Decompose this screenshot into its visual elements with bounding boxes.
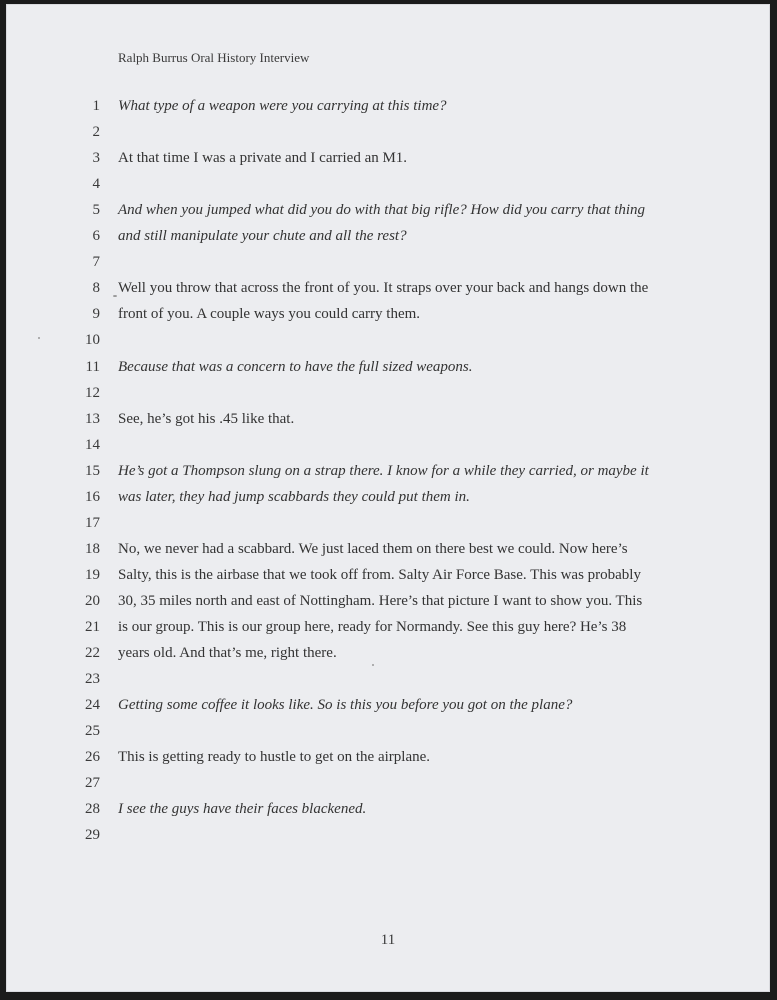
transcript-line xyxy=(6,825,770,851)
transcript-line xyxy=(6,747,770,773)
interviewer-question: Getting some coffee it looks like. So is this you before you got on the plane? xyxy=(118,697,573,714)
transcript-line xyxy=(6,539,770,565)
transcript-line xyxy=(6,96,770,122)
line-number: 25 xyxy=(85,723,100,740)
line-number: 15 xyxy=(85,462,100,479)
interviewer-question: was later, they had jump scabbards they could put them in. xyxy=(118,488,470,505)
line-number: 13 xyxy=(85,410,100,427)
transcript-line xyxy=(6,383,770,409)
interviewee-answer: This is getting ready to hustle to get on the airplane. xyxy=(118,749,431,766)
line-number: 10 xyxy=(85,332,100,349)
line-number: 22 xyxy=(85,645,100,662)
transcript-line xyxy=(6,461,770,487)
scan-speck xyxy=(372,664,374,666)
interviewee-answer: No, we never had a scabbard. We just laced them on there best we could. Now here’s xyxy=(118,540,628,557)
document-header: Ralph Burrus Oral History Interview xyxy=(118,50,310,65)
interviewee-answer: Well you throw that across the front of you. It straps over your back and hangs down the xyxy=(118,280,649,297)
transcript-line xyxy=(6,304,770,330)
line-number: 6 xyxy=(92,228,100,245)
transcript-line xyxy=(6,357,770,383)
transcript-line xyxy=(6,591,770,617)
line-number: 20 xyxy=(85,592,100,609)
line-number: 5 xyxy=(92,202,100,219)
line-number: 27 xyxy=(85,775,100,792)
line-number: 3 xyxy=(92,150,100,167)
interviewer-question: He’s got a Thompson slung on a strap there. I know for a while they carried, or maybe it xyxy=(118,462,649,479)
transcript-line xyxy=(6,695,770,721)
transcript-line xyxy=(6,330,770,356)
line-number: 7 xyxy=(92,254,100,271)
line-number: 12 xyxy=(85,384,100,401)
interviewee-answer: is our group. This is our group here, ready for Normandy. See this guy here? He’s 38 xyxy=(118,619,627,635)
line-number: 21 xyxy=(85,619,100,635)
line-number: 8 xyxy=(92,280,100,297)
interviewer-question: I see the guys have their faces blackened. xyxy=(118,801,367,818)
transcript-line xyxy=(6,252,770,278)
interviewee-answer: 30, 35 miles north and east of Nottingham. Here’s that picture I want to show you. This xyxy=(118,592,643,609)
line-number: 24 xyxy=(85,697,100,714)
transcript-line xyxy=(6,174,770,200)
transcript-line xyxy=(6,226,770,252)
line-number: 23 xyxy=(85,671,100,688)
transcript-line xyxy=(6,669,770,695)
line-number: 4 xyxy=(92,176,100,193)
interviewee-answer: See, he’s got his .45 like that. xyxy=(118,410,295,427)
interviewer-question: What type of a weapon were you carrying at this time? xyxy=(118,98,447,114)
transcript-line xyxy=(6,148,770,174)
document-page xyxy=(6,4,770,992)
line-number: 16 xyxy=(85,488,100,505)
interviewee-answer: front of you. A couple ways you could carry them. xyxy=(118,306,421,323)
interviewer-question: Because that was a concern to have the full sized weapons. xyxy=(118,358,473,375)
line-number: 29 xyxy=(85,827,100,844)
transcript-line xyxy=(6,643,770,669)
interviewer-question: and still manipulate your chute and all the rest? xyxy=(118,228,407,245)
transcript-line xyxy=(6,435,770,461)
interviewee-answer: At that time I was a private and I carried an M1. xyxy=(118,150,408,167)
transcript-line xyxy=(6,799,770,825)
scan-speck xyxy=(113,295,117,297)
transcript-line xyxy=(6,565,770,591)
transcript-line xyxy=(6,200,770,226)
line-number: 11 xyxy=(85,358,100,375)
line-number: 28 xyxy=(85,801,100,818)
interviewee-answer: years old. And that’s me, right there. xyxy=(118,645,337,662)
line-number: 1 xyxy=(92,98,100,114)
transcript-line xyxy=(6,773,770,799)
line-number: 14 xyxy=(85,436,100,453)
scan-speck xyxy=(38,337,40,339)
transcript-line xyxy=(6,278,770,304)
line-number: 17 xyxy=(85,514,100,531)
line-number: 18 xyxy=(85,540,100,557)
line-number: 9 xyxy=(92,306,100,323)
interviewee-answer: Salty, this is the airbase that we took off from. Salty Air Force Base. This was probably xyxy=(118,566,641,583)
transcript-line xyxy=(6,617,770,643)
transcript-line xyxy=(6,513,770,539)
line-number: 19 xyxy=(85,566,100,583)
line-number: 2 xyxy=(92,124,100,141)
transcript-line xyxy=(6,409,770,435)
transcript-line xyxy=(6,122,770,148)
line-number: 26 xyxy=(85,749,100,766)
transcript-line xyxy=(6,721,770,747)
page-number: 11 xyxy=(380,932,396,948)
interviewer-question: And when you jumped what did you do with that big rifle? How did you carry that thing xyxy=(118,202,646,219)
transcript-line xyxy=(6,487,770,513)
